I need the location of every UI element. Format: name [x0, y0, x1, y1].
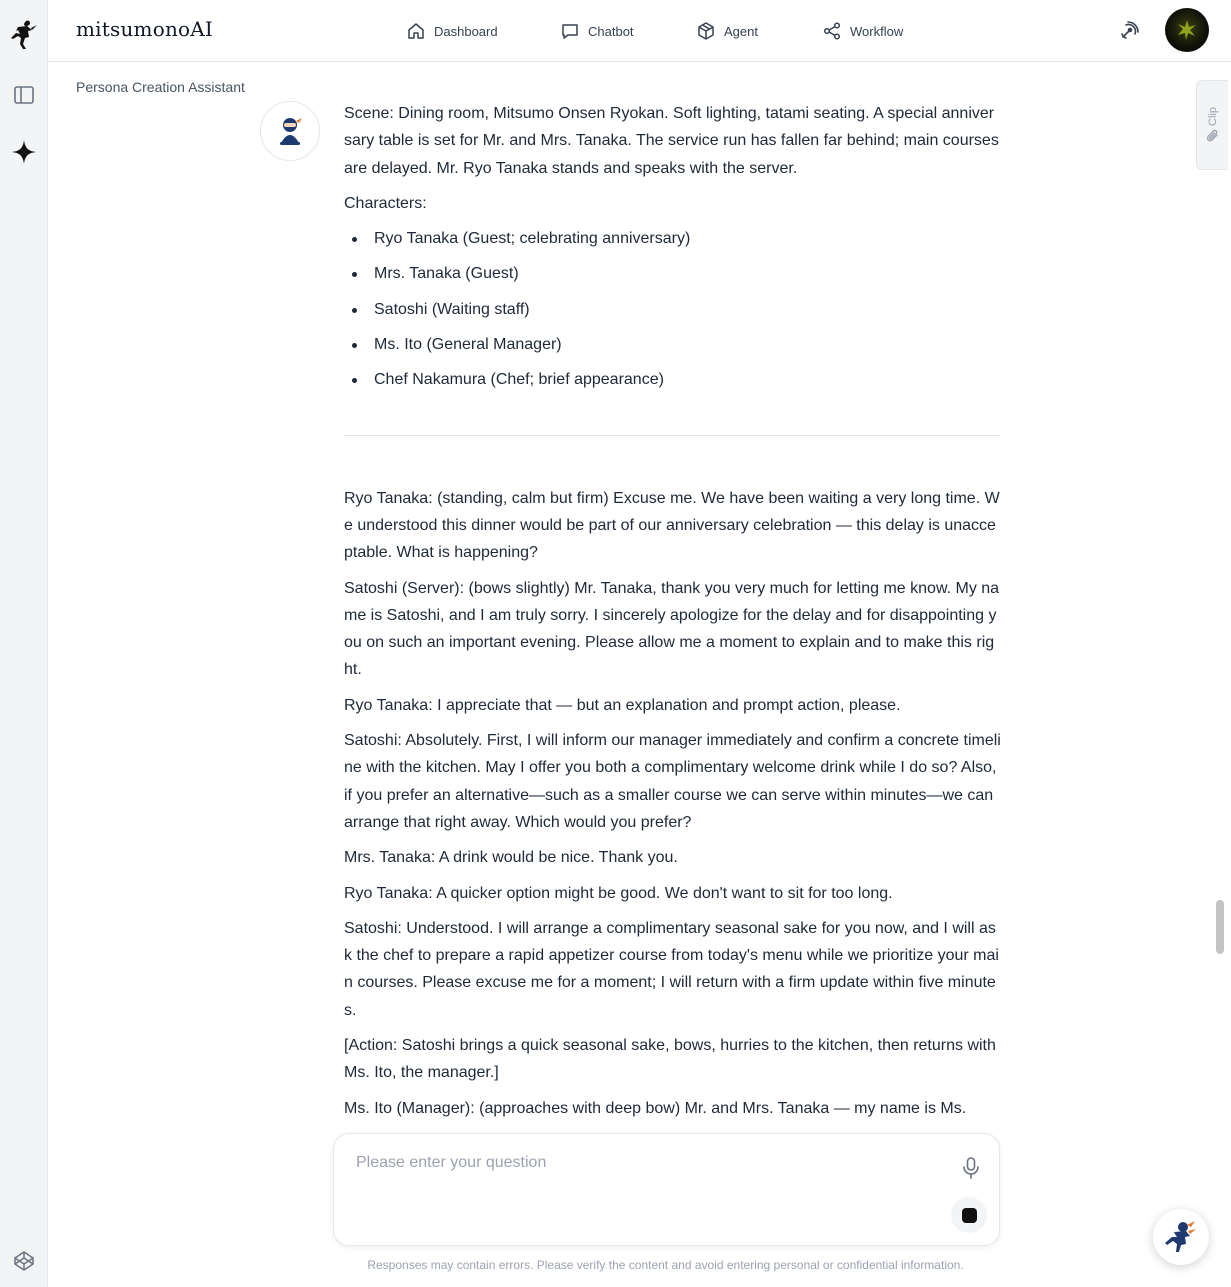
- list-item: Ryo Tanaka (Guest; celebrating anniversary): [344, 225, 1001, 252]
- home-icon: [406, 21, 426, 41]
- assistant-message: [344, 100, 1001, 1130]
- dialogue-line: Ryo Tanaka: A quicker option might be good. We don't want to sit for too long.: [344, 884, 893, 902]
- dialogue-line: Mrs. Tanaka: A drink would be nice. Thank you.: [344, 849, 678, 867]
- assistant-fab-button[interactable]: [1153, 1209, 1209, 1265]
- ninja-fab-icon: [1162, 1218, 1200, 1256]
- top-header: [48, 0, 1231, 62]
- dialogue-line: Ryo Tanaka: I appreciate that — but an explanation and prompt action, please.: [344, 696, 901, 714]
- stop-button[interactable]: [951, 1197, 987, 1233]
- left-rail: [0, 0, 48, 1287]
- broadcast-icon[interactable]: [1118, 18, 1142, 42]
- divider: [344, 435, 1001, 436]
- nav-workflow[interactable]: [822, 18, 903, 44]
- clip-tab[interactable]: [1196, 80, 1228, 170]
- nav-label: Workflow: [850, 23, 904, 39]
- ninja-logo-icon[interactable]: [9, 19, 39, 49]
- list-item: Ms. Ito (General Manager): [344, 331, 1001, 358]
- clip-label: Clip: [1206, 106, 1219, 126]
- ninja-mascot-icon: [272, 113, 308, 149]
- cube-icon: [696, 21, 716, 41]
- scene-text: Scene: Dining room, Mitsumo Onsen Ryokan. Soft lighting, tatami seating. A special anniversary table is set for Mr. and Mrs. Tanaka. The service run has fallen far behind; main courses are delayed. Mr. Ryo Tanaka stands and speaks with the server.: [344, 105, 999, 177]
- bot-avatar: [260, 101, 320, 161]
- nav-label: Dashboard: [434, 23, 498, 39]
- scrollbar-thumb[interactable]: [1216, 900, 1224, 954]
- question-composer: [333, 1133, 1000, 1246]
- characters-list: [344, 225, 1001, 393]
- nav-label: Chatbot: [588, 23, 634, 39]
- nav-agent[interactable]: [696, 18, 758, 44]
- dialogue-line: Ms. Ito (Manager): (approaches with deep bow) Mr. and Mrs. Tanaka — my name is Ms.: [344, 1099, 967, 1117]
- dialogue-line: Satoshi (Server): (bows slightly) Mr. Tanaka, thank you very much for letting me know. My name is Satoshi, and I am truly sorry. I sincerely apologize for the delay and for disappointing you on such an important evening. Please allow me a moment to explain and to make this right.: [344, 579, 1000, 679]
- microphone-icon[interactable]: [960, 1156, 982, 1180]
- persona-title: Persona Creation Assistant: [76, 79, 245, 95]
- paperclip-icon: [1206, 129, 1220, 143]
- list-item: Chef Nakamura (Chef; brief appearance): [344, 366, 1001, 393]
- dialogue-line: Satoshi: Understood. I will arrange a complimentary seasonal sake for you now, and I will ask the chef to prepare a rapid appetizer course from today's menu while we prioritize your main courses. Please excuse me for a moment; I will return with a firm update within five minutes.: [344, 919, 999, 1019]
- dialogue-line: [Action: Satoshi brings a quick seasonal sake, bows, hurries to the kitchen, then returns with Ms. Ito, the manager.]: [344, 1037, 996, 1082]
- user-avatar[interactable]: [1165, 8, 1209, 52]
- list-item: Mrs. Tanaka (Guest): [344, 260, 1001, 287]
- dialogue-line: Ryo Tanaka: (standing, calm but firm) Excuse me. We have been waiting a very long time. We understood this dinner would be part of our anniversary celebration — this delay is unacceptable. What is happening?: [344, 489, 1000, 562]
- dialogue-line: Satoshi: Absolutely. First, I will inform our manager immediately and confirm a concrete timeline with the kitchen. May I offer you both a complimentary welcome drink while I do so? Also, if you prefer an alternative—such as a smaller course we can serve within minutes—we can arrange that right away. Which would you prefer?: [344, 732, 1001, 831]
- nav-dashboard[interactable]: [406, 18, 498, 44]
- stop-icon: [962, 1208, 977, 1223]
- brand-name[interactable]: mitsumonoAI: [76, 17, 214, 41]
- question-input[interactable]: [356, 1154, 916, 1172]
- share-nodes-icon: [822, 21, 842, 41]
- sparkle-icon[interactable]: [9, 137, 39, 167]
- sidebar-toggle-icon[interactable]: [9, 80, 39, 110]
- chat-bubble-icon: [560, 21, 580, 41]
- nav-chatbot[interactable]: [560, 18, 634, 44]
- disclaimer: Responses may contain errors. Please verify the content and avoid entering personal or confidential information.: [367, 1258, 964, 1272]
- nav-label: Agent: [724, 23, 758, 39]
- characters-heading: Characters:: [344, 194, 427, 212]
- list-item: Satoshi (Waiting staff): [344, 296, 1001, 323]
